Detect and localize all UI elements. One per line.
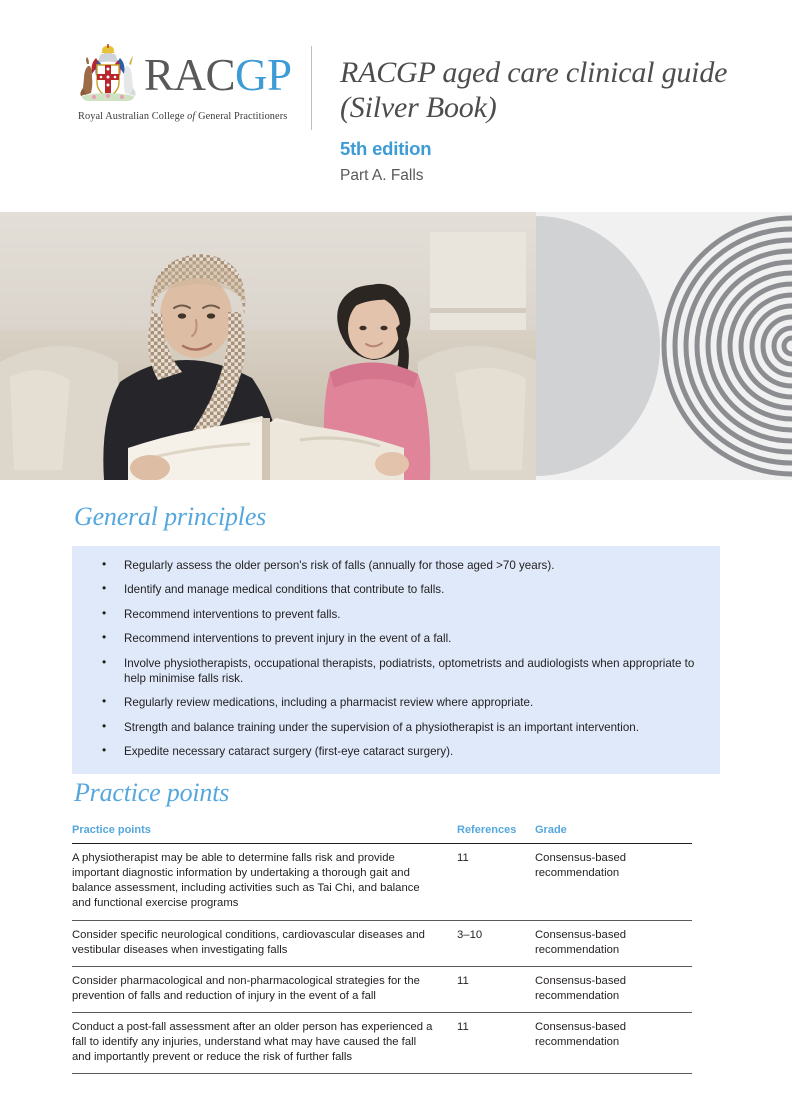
header-divider: [311, 46, 312, 130]
racgp-crest-icon: [78, 44, 138, 106]
document-header: [0, 0, 792, 212]
list-item: • Involve physiotherapists, occupational therapists, podiatrists, optometrists and audiologists when appropriate to help minimise falls risk.: [94, 656, 698, 687]
list-item: • Expedite necessary cataract surgery (first-eye cataract surgery).: [94, 744, 698, 759]
general-principles-list: [94, 558, 698, 760]
tagline-italic: of: [187, 111, 196, 122]
list-item: • Recommend interventions to prevent injury in the event of a fall.: [94, 631, 698, 646]
table-row: [72, 966, 692, 1012]
cell-references: 11: [457, 844, 535, 921]
document-edition: 5th edition: [340, 137, 432, 159]
column-header-grade: Grade: [535, 824, 567, 836]
practice-points-heading: Practice points: [74, 778, 230, 807]
table-body: [72, 844, 692, 1074]
table-row: [72, 1013, 692, 1074]
hero-banner: [0, 212, 792, 480]
general-principles-heading: General principles: [74, 502, 267, 531]
list-item: • Identify and manage medical conditions that contribute to falls.: [94, 582, 698, 597]
column-header-practice-points: Practice points: [72, 824, 151, 836]
title-block: [340, 56, 760, 185]
wordmark-gp: GP: [235, 49, 292, 100]
list-item: • Regularly assess the older person's risk of falls (annually for those aged >70 years).: [94, 558, 698, 573]
cell-grade: Consensus-based recommendation: [535, 920, 692, 966]
tagline-after: General Practitioners: [195, 111, 288, 122]
general-principles-panel: [72, 546, 720, 774]
logo-row: [78, 44, 300, 106]
table-header: [72, 824, 692, 844]
table-header-row: [72, 824, 692, 844]
cell-references: 11: [457, 966, 535, 1012]
cell-practice-point: A physiotherapist may be able to determine falls risk and provide important diagnostic information by undertaking a thorough gait and balance assessment, including activities such as Tai Chi, and balance and functional exercise programs: [72, 844, 457, 921]
cell-practice-point: Conduct a post-fall assessment after an older person has experienced a fall to identify any injuries, understand what may have caused the fall and importantly prevent or reduce the risk of further falls: [72, 1013, 457, 1074]
hero-decorative-motif: [536, 212, 792, 480]
cell-references: 3–10: [457, 920, 535, 966]
cell-grade: Consensus-based recommendation: [535, 844, 692, 921]
document-title: RACGP aged care clinical guide (Silver Book): [340, 56, 728, 124]
motif-concentric-rings-icon: [654, 212, 792, 480]
tagline-before: Royal Australian College: [78, 111, 188, 122]
cell-practice-point: Consider pharmacological and non-pharmacological strategies for the prevention of falls and reduction of injury in the event of a fall: [72, 966, 457, 1012]
racgp-logo: [78, 44, 300, 122]
racgp-wordmark: [144, 49, 292, 100]
motif-semicircle: [536, 216, 660, 476]
column-header-references: References: [457, 824, 517, 836]
list-item: • Strength and balance training under the supervision of a physiotherapist is an important intervention.: [94, 720, 698, 735]
cell-references: 11: [457, 1013, 535, 1074]
cell-practice-point: Consider specific neurological conditions, cardiovascular diseases and vestibular diseases when investigating falls: [72, 920, 457, 966]
hero-photograph: [0, 212, 540, 480]
cell-grade: Consensus-based recommendation: [535, 966, 692, 1012]
document-part: Part A. Falls: [340, 166, 424, 184]
practice-points-table: [72, 824, 692, 1074]
table-row: [72, 844, 692, 921]
racgp-tagline: [78, 111, 300, 122]
wordmark-rac: RAC: [144, 49, 236, 100]
list-item: • Recommend interventions to prevent falls.: [94, 607, 698, 622]
table-row: [72, 920, 692, 966]
cell-grade: Consensus-based recommendation: [535, 1013, 692, 1074]
list-item: • Regularly review medications, including a pharmacist review where appropriate.: [94, 695, 698, 710]
